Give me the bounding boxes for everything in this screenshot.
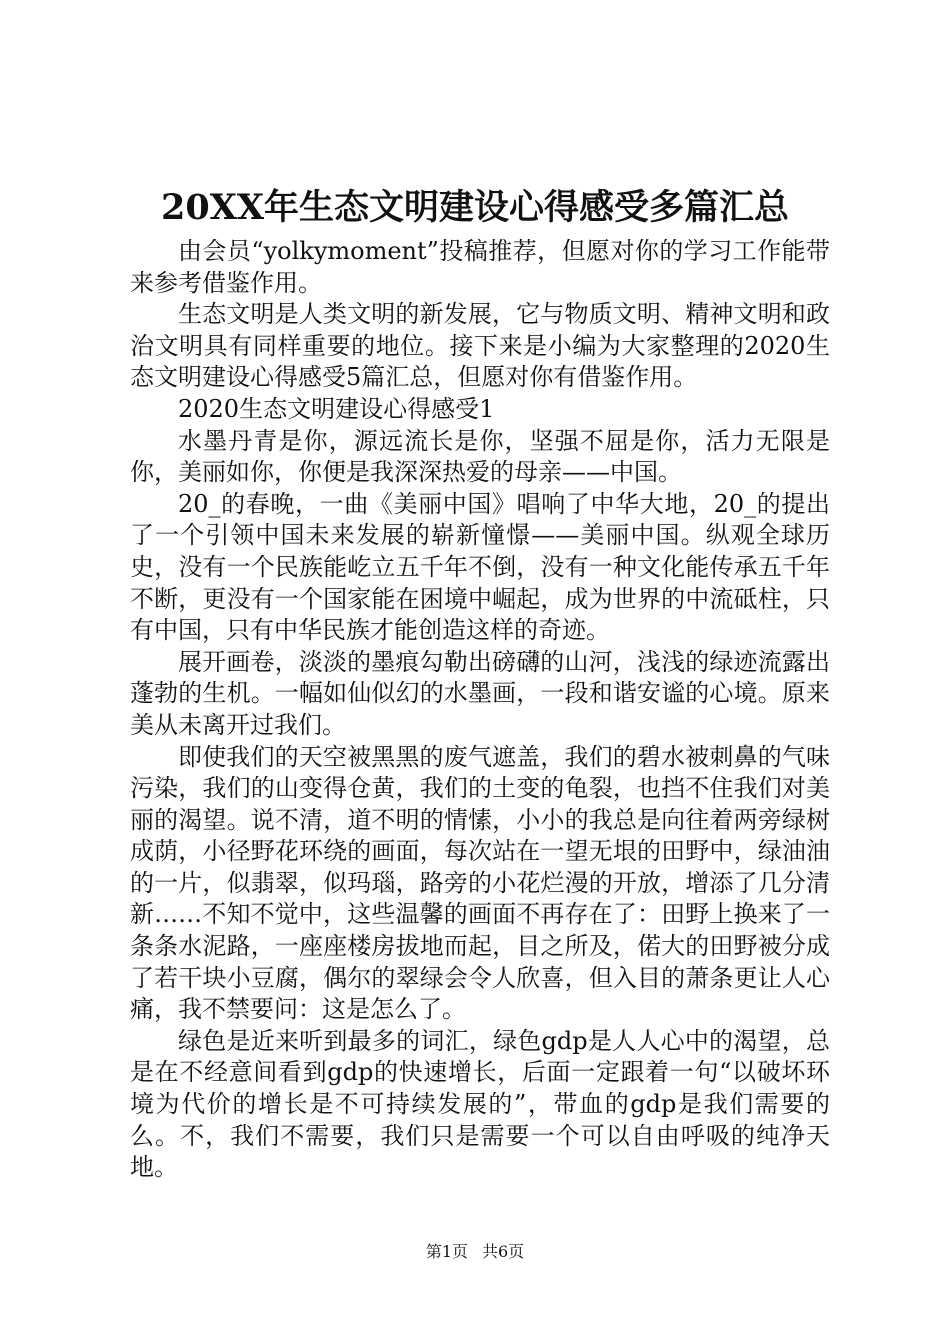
page-footer: [0, 1240, 950, 1264]
paragraph: 20_的春晚，一曲《美丽中国》唱响了中华大地，20_的提出了一个引领中国未来发展的崭新憧憬——美丽中国。纵观全球历史，没有一个民族能屹立五千年不倒，没有一种文化能传承五千年不断，更没有一个国家能在困境中崛起，成为世界的中流砥柱，只有中国，只有中华民族才能创造这样的奇迹。: [130, 489, 830, 645]
paragraph: 展开画卷，淡淡的墨痕勾勒出磅礴的山河，浅浅的绿迹流露出蓬勃的生机。一幅如仙似幻的水墨画，一段和谐安谧的心境。原来美从未离开过我们。: [130, 647, 830, 739]
paragraph: 绿色是近来听到最多的词汇，绿色gdp是人人心中的渴望，总是在不经意间看到gdp的快速增长，后面一定跟着一句“以破坏环境为代价的增长是不可持续发展的”，带血的gdp是我们需要的么。不，我们不需要，我们只是需要一个可以自由呼吸的纯净天地。: [130, 1026, 830, 1182]
section-heading: 2020生态文明建设心得感受1: [178, 394, 495, 423]
paragraph-summary: 生态文明是人类文明的新发展，它与物质文明、精神文明和政治文明具有同样重要的地位。接下来是小编为大家整理的2020生态文明建设心得感受5篇汇总，但愿对你有借鉴作用。: [130, 300, 830, 392]
paragraph: 即使我们的天空被黑黑的废气遮盖，我们的碧水被刺鼻的气味污染，我们的山变得仓黄，我们的土变的龟裂，也挡不住我们对美丽的渴望。说不清，道不明的情愫，小小的我总是向往着两旁绿树成荫，小径野花环绕的画面，每次站在一望无垠的田野中，绿油油的一片，似翡翠，似玛瑙，路旁的小花烂漫的开放，增添了几分清新……不知不觉中，这些温馨的画面不再存在了：田野上换来了一条条水泥路，一座座楼房拔地而起，目之所及，偌大的田野被分成了若干块小豆腐，偶尔的翠绿会令人欣喜，但入目的萧条更让人心痛，我不禁要问：这是怎么了。: [130, 742, 830, 1024]
document-body: [130, 236, 830, 1184]
document-title: 20XX年生态文明建设心得感受多篇汇总: [160, 187, 790, 228]
page-number: 第1页: [425, 1242, 468, 1261]
paragraph-intro: 由会员“yolkymoment”投稿推荐，但愿对你的学习工作能带来参考借鉴作用。: [130, 237, 830, 297]
paragraph: 水墨丹青是你，源远流长是你，坚强不屈是你，活力无限是你，美丽如你，你便是我深深热爱的母亲——中国。: [130, 426, 830, 487]
page-total: 共6页: [482, 1242, 525, 1261]
